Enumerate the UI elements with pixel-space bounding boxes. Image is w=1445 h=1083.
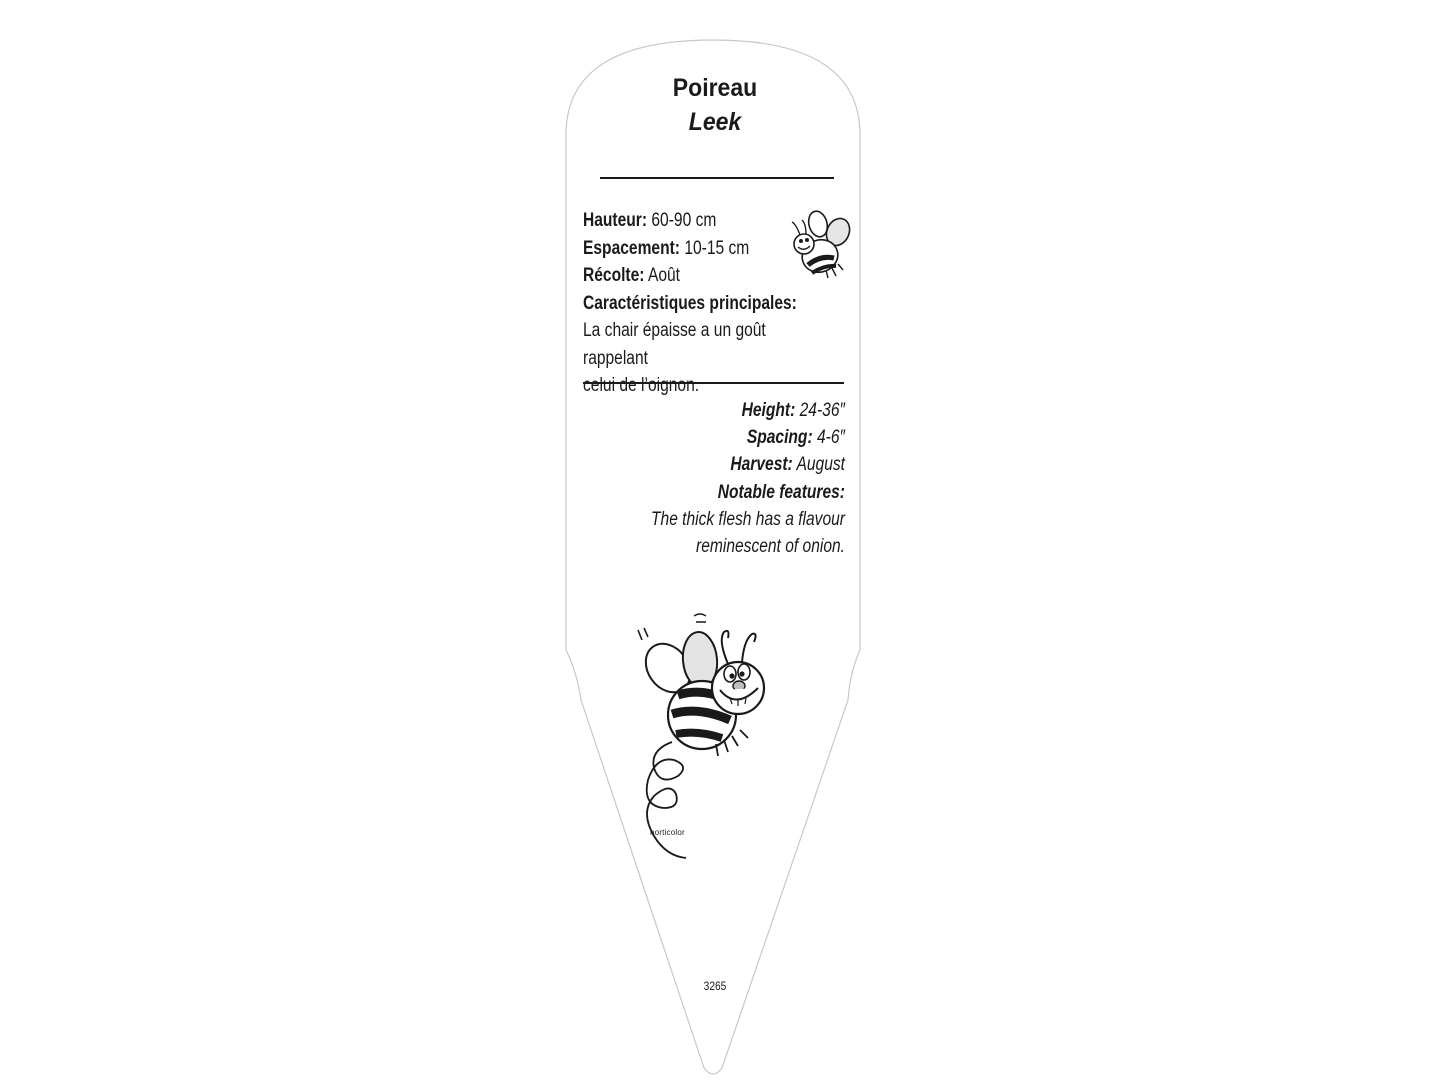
en-harvest-label: Harvest: — [730, 454, 793, 476]
fr-harvest-value: Août — [647, 265, 681, 286]
plant-name-english: Leek — [688, 108, 742, 136]
fr-harvest-label: Récolte: — [583, 265, 645, 286]
en-features-label: Notable features: — [717, 481, 845, 503]
brand-logo — [650, 828, 685, 837]
fr-spacing-label: Espacement: — [583, 237, 680, 259]
en-features-line-2: reminescent of onion. — [696, 536, 845, 558]
bee-icon — [786, 210, 856, 282]
product-code: 3265 — [703, 979, 727, 993]
en-spacing-row — [583, 424, 845, 451]
en-height-label: Height: — [741, 400, 796, 421]
en-spacing-value: 4-6″ — [816, 427, 845, 449]
fr-features-line-2: celui de l’oignon. — [583, 375, 700, 396]
plant-name-french: Poireau — [672, 74, 758, 102]
en-spacing-label: Spacing: — [746, 427, 813, 449]
fr-spacing-value: 10-15 cm — [684, 237, 750, 259]
en-harvest-value: August — [796, 454, 845, 476]
brand-name: horticolor — [650, 828, 685, 837]
english-details — [583, 397, 845, 560]
fr-features-label: Caractéristiques principales: — [583, 292, 797, 314]
en-features-line-1: The thick flesh has a flavour — [651, 508, 845, 530]
bee-illustration — [620, 610, 790, 890]
en-harvest-row — [583, 451, 845, 478]
fr-height-value: 60-90 cm — [651, 210, 717, 231]
fr-features-line-1: La chair épaisse a un goût rappelant — [583, 320, 766, 369]
en-height-row — [583, 397, 845, 424]
en-height-value: 24-36″ — [799, 400, 845, 421]
fr-height-label: Hauteur: — [583, 210, 648, 231]
